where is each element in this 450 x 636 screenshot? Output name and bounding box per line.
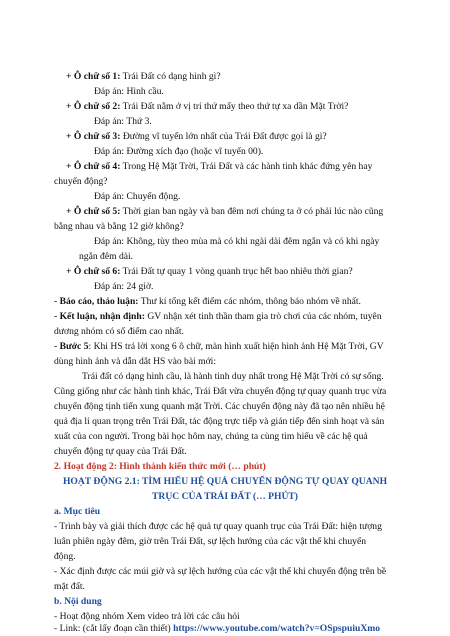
item-label: + Ô chữ số 1: — [66, 71, 121, 82]
crossword-item-2 — [66, 101, 348, 113]
intro-line: Cũng giống như các hành tinh khác, Trái Đất vừa chuyển động tự quay quanh trục vừa — [54, 386, 387, 397]
item-answer: Đáp án: 24 giờ. — [94, 281, 154, 292]
item-answer: Đáp án: Hình cầu. — [94, 86, 164, 97]
item-answer: Đáp án: Chuyển động. — [94, 191, 181, 202]
report-line — [54, 296, 361, 308]
objective-item-cont: mặt đất. — [54, 581, 85, 592]
content-item: - Hoạt động nhóm Xem video trả lời các câu hỏi — [54, 611, 240, 622]
objective-item: - Xác định được các múi giờ và sự lệch hướng của các vật thể khi chuyển động trên bề — [54, 566, 387, 577]
crossword-item-6 — [66, 266, 353, 278]
item-answer: Đáp án: Không, tùy theo mùa mà có khi ngài dài đêm ngắn và có khi ngày — [94, 236, 380, 247]
objective-heading: a. Mục tiêu — [54, 506, 101, 517]
objective-item-cont: động. — [54, 551, 76, 562]
youtube-link[interactable]: https://www.youtube.com/watch?v=OSpspuiuXmo — [173, 623, 381, 634]
intro-line: xuất của con người. Trong bài học hôm nay, chúng ta cùng tìm hiểu về các hệ quả — [54, 431, 368, 442]
step5-cont: dùng hình ảnh và dẫn dắt HS vào bài mới: — [54, 356, 217, 367]
crossword-item-4 — [66, 161, 372, 173]
intro-line: chuyển động tự quay của Trái Đất. — [54, 446, 187, 457]
item-question: Trái Đất nằm ở vị trí thứ mấy theo thứ tự xa dần Mặt Trời? — [122, 101, 349, 112]
item-question: Trái Đất có dạng hình gì? — [122, 71, 221, 82]
item-label: + Ô chữ số 6: — [66, 266, 121, 277]
report-text: Thư kí tổng kết điểm các nhóm, thông báo nhóm về nhất. — [140, 296, 361, 307]
conclusion-label: - Kết luận, nhận định: — [54, 311, 145, 322]
crossword-item-3 — [66, 131, 327, 143]
item-question: Đường vĩ tuyến lớn nhất của Trái Đất được gọi là gì? — [122, 131, 327, 142]
crossword-item-1 — [66, 71, 221, 83]
report-label: - Báo cáo, thảo luận: — [54, 296, 139, 307]
step5-line — [54, 341, 384, 353]
conclusion-line — [54, 311, 382, 323]
item-question-cont: chuyển động? — [54, 176, 108, 187]
item-label: + Ô chữ số 4: — [66, 161, 121, 172]
crossword-item-5 — [66, 206, 383, 218]
item-answer-cont: ngắn đêm dài. — [79, 251, 134, 262]
link-prefix: - Link: (cắt lấy đoạn cần thiết) — [54, 623, 174, 634]
item-label: + Ô chữ số 3: — [66, 131, 121, 142]
objective-item: - Trình bày và giải thích được các hệ quả tự quay quanh trục của Trái Đất: hiện tượng — [54, 521, 382, 532]
content-heading: b. Nội dung — [54, 596, 102, 607]
step5-label: - Bước 5 — [54, 341, 89, 352]
content-link-line — [54, 623, 380, 634]
item-label: + Ô chữ số 5: — [66, 206, 121, 217]
item-question: Trong Hệ Mặt Trời, Trái Đất và các hành tinh khác đứng yên hay — [122, 161, 373, 172]
activity-2-1-heading-cont: TRỤC CỦA TRÁI ĐẤT (… PHÚT) — [152, 491, 298, 502]
intro-line: chuyển động tịnh tiến xung quanh mặt Trời. Các chuyển động này đã tạo nên nhiều hệ — [54, 401, 385, 412]
step5-text: : Khi HS trả lời xong 6 ô chữ, màn hình xuất hiện hình ảnh Hệ Mặt Trời, GV — [88, 341, 384, 352]
intro-line: Trái đất có dạng hình cầu, là hành tinh duy nhất trong Hệ Mặt Trời có sự sống. — [82, 371, 384, 382]
activity-2-heading: 2. Hoạt động 2: Hình thành kiến thức mới (… phút) — [54, 461, 266, 472]
item-answer: Đáp án: Đường xích đạo (hoặc vĩ tuyến 00). — [94, 146, 264, 157]
intro-line: quả địa lí quan trọng trên Trái Đất, tác động trực tiếp và gián tiếp đến sinh hoạt và sản — [54, 416, 385, 427]
objective-item-cont: luân phiên ngày đêm, giờ trên Trái Đất, sự lệch hướng của các vật thể khi chuyển — [54, 536, 367, 547]
item-answer: Đáp án: Thứ 3. — [94, 116, 152, 127]
item-question: Thời gian ban ngày và ban đêm nơi chúng ta ở có phải lúc nào cũng — [122, 206, 384, 217]
item-label: + Ô chữ số 2: — [66, 101, 121, 112]
conclusion-text: GV nhận xét tinh thần tham gia trò chơi của các nhóm, tuyên — [147, 311, 382, 322]
activity-2-1-heading: HOẠT ĐỘNG 2.1: TÌM HIỂU HỆ QUẢ CHUYỂN ĐỘNG TỰ QUAY QUANH — [62, 476, 388, 487]
item-question-cont: bằng nhau và bằng 12 giờ không? — [54, 221, 184, 232]
item-question: Trái Đất tự quay 1 vòng quanh trục hết bao nhiêu thời gian? — [122, 266, 353, 277]
conclusion-cont: dương nhóm có số điểm cao nhất. — [54, 326, 184, 337]
